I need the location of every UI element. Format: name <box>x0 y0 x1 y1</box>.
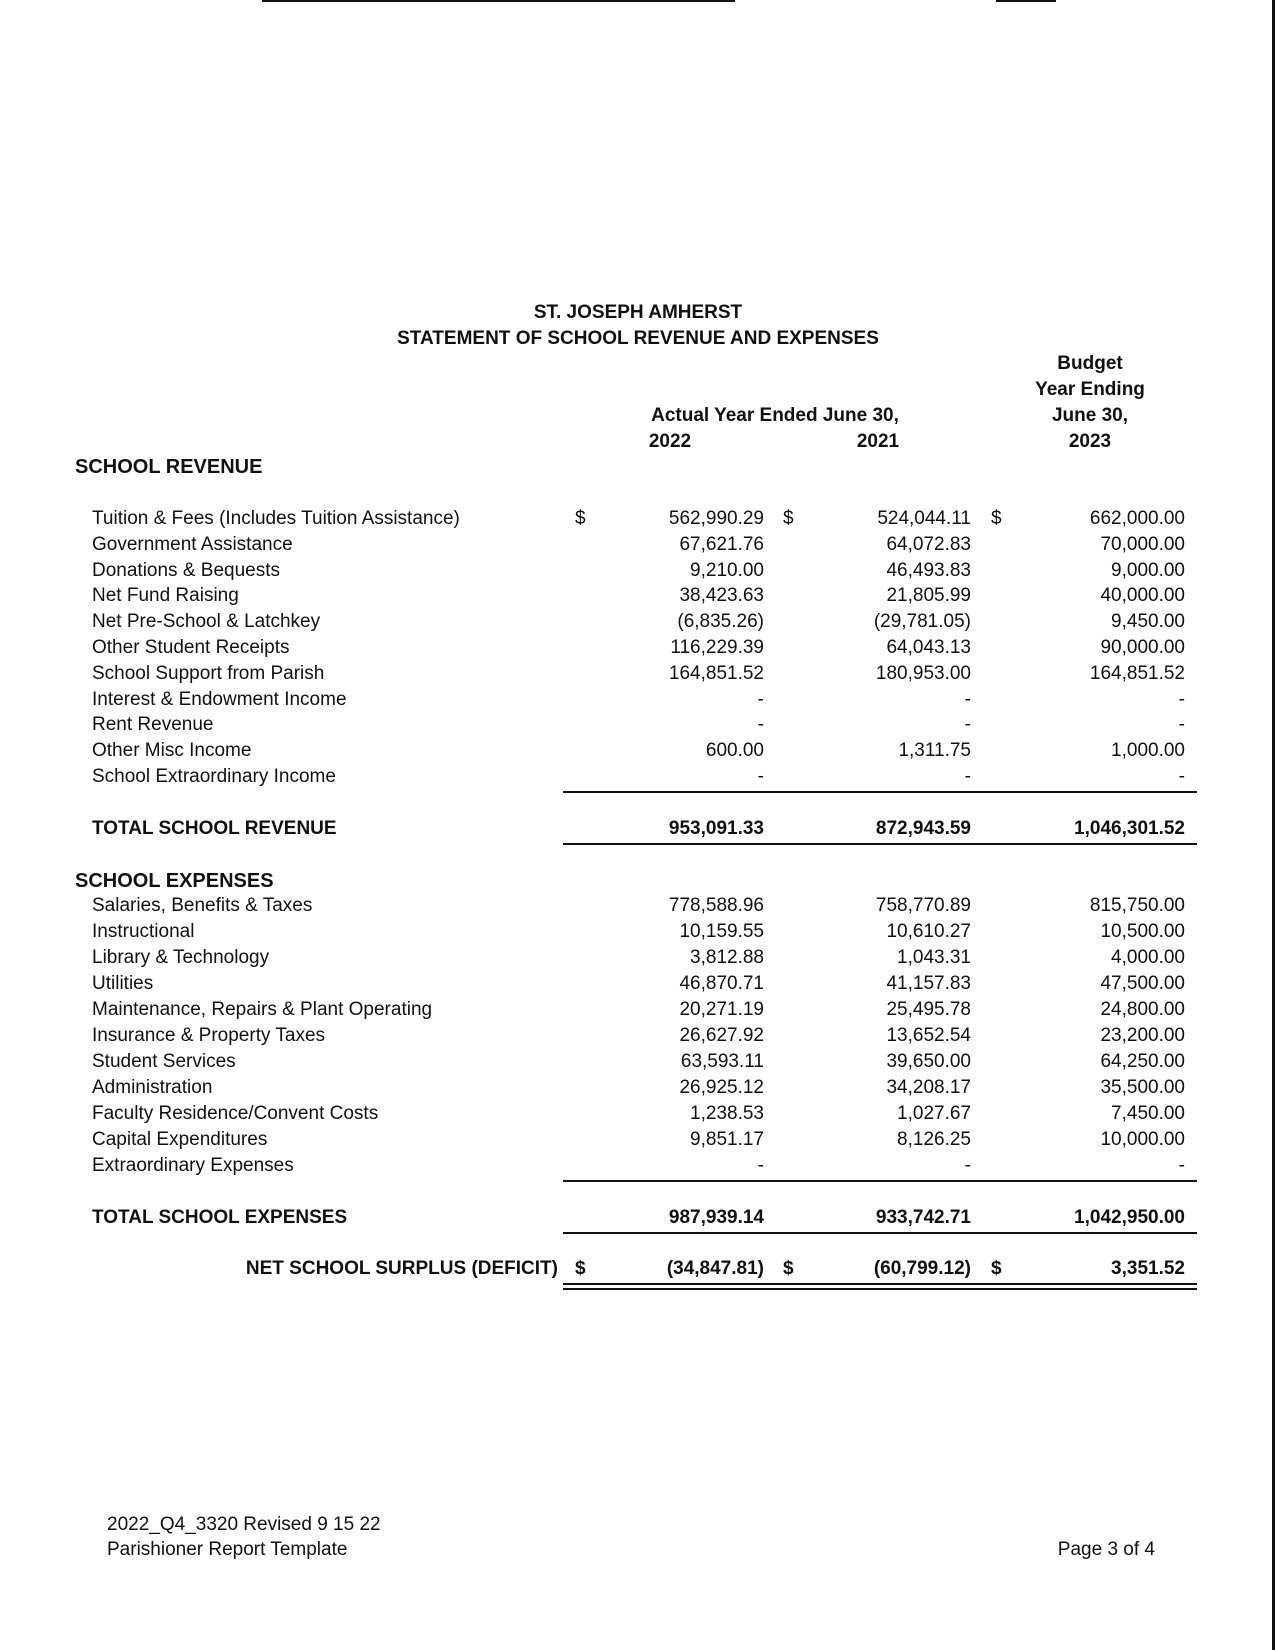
table-row <box>0 766 1276 792</box>
value-2022: 562,990.29 <box>668 508 764 529</box>
table-row <box>0 534 1276 560</box>
value-2022: - <box>757 688 764 710</box>
value-2021: 524,044.11 <box>877 508 971 529</box>
value-2021: - <box>964 766 971 787</box>
dollar-sign-2022: $ <box>575 508 586 529</box>
net-dollar-2021: $ <box>783 1258 794 1279</box>
table-row <box>0 999 1276 1025</box>
budget-header-line3: June 30, <box>1051 405 1129 426</box>
value-2021: 21,805.99 <box>886 585 971 607</box>
row-label: Rent Revenue <box>92 714 214 736</box>
value-2021: 25,495.78 <box>886 999 971 1020</box>
year-2021-header: 2021 <box>856 431 900 452</box>
table-row <box>0 508 1276 534</box>
value-budget: 90,000.00 <box>1100 637 1185 658</box>
net-dollar-budget: $ <box>991 1258 1002 1279</box>
net-surplus-label: NET SCHOOL SURPLUS (DEFICIT) <box>245 1258 558 1279</box>
table-row <box>0 1025 1276 1051</box>
row-label: Faculty Residence/Convent Costs <box>92 1103 379 1124</box>
expense-subtotal-rule <box>563 1180 1197 1182</box>
value-budget: 1,000.00 <box>1111 740 1185 762</box>
value-budget: 23,200.00 <box>1100 1025 1185 1046</box>
value-budget: 9,000.00 <box>1111 559 1185 581</box>
value-budget: 10,000.00 <box>1100 1129 1185 1150</box>
dollar-sign-2021: $ <box>783 508 794 529</box>
table-row <box>0 585 1276 611</box>
value-2022: 600.00 <box>705 740 764 762</box>
value-2022: 67,621.76 <box>679 533 764 555</box>
net-surplus-row <box>0 1258 1276 1284</box>
table-row <box>0 1103 1276 1129</box>
row-label: Net Pre-School & Latchkey <box>92 611 321 633</box>
value-2022: - <box>757 714 764 736</box>
table-row <box>0 637 1276 663</box>
row-label: Other Student Receipts <box>92 637 290 658</box>
total-revenue-budget: 1,046,301.52 <box>1074 818 1185 839</box>
value-2021: - <box>964 688 971 710</box>
value-budget: 10,500.00 <box>1100 921 1185 942</box>
budget-header-line4: 2023 <box>1068 431 1112 452</box>
value-2022: 164,851.52 <box>668 662 764 684</box>
value-budget: 47,500.00 <box>1100 973 1185 994</box>
value-2021: 1,043.31 <box>897 947 971 968</box>
report-title: ST. JOSEPH AMHERST <box>533 302 743 323</box>
revenue-subtotal-rule <box>563 791 1197 793</box>
row-label: School Extraordinary Income <box>92 766 336 787</box>
row-label: School Support from Parish <box>92 662 325 684</box>
value-budget: 40,000.00 <box>1100 585 1185 607</box>
value-2022: 63,593.11 <box>680 1051 764 1072</box>
row-label: Salaries, Benefits & Taxes <box>92 895 313 916</box>
total-revenue-2021: 872,943.59 <box>875 818 971 839</box>
table-row <box>0 1077 1276 1103</box>
total-revenue-2022: 953,091.33 <box>668 818 764 839</box>
row-label: Library & Technology <box>92 947 270 968</box>
value-2022: 10,159.55 <box>679 921 764 942</box>
budget-header-line1: Budget <box>1057 353 1123 374</box>
value-2022: 20,271.19 <box>679 999 764 1020</box>
scan-edge-top-1 <box>262 0 735 2</box>
net-surplus-2021: (60,799.12) <box>873 1258 971 1279</box>
row-label: Government Assistance <box>92 533 293 555</box>
row-label: Utilities <box>92 973 154 994</box>
net-dollar-2022: $ <box>575 1258 586 1279</box>
value-2021: - <box>964 714 971 736</box>
budget-header-line2: Year Ending <box>1035 379 1145 400</box>
table-row <box>0 740 1276 766</box>
value-budget: 24,800.00 <box>1100 999 1185 1020</box>
value-2022: 26,627.92 <box>679 1025 764 1046</box>
expenses-heading: SCHOOL EXPENSES <box>75 870 274 892</box>
scan-edge-top-2 <box>996 0 1056 2</box>
row-label: Instructional <box>92 921 195 942</box>
actual-header: Actual Year Ended June 30, <box>651 405 899 426</box>
value-2022: 9,851.17 <box>690 1129 764 1150</box>
value-2021: 64,072.83 <box>886 533 971 555</box>
row-label: Net Fund Raising <box>92 585 239 607</box>
total-expenses-2022: 987,939.14 <box>668 1207 764 1228</box>
row-label: Donations & Bequests <box>92 559 281 581</box>
total-expenses-row <box>0 1207 1276 1233</box>
table-row <box>0 689 1276 715</box>
value-budget: 7,450.00 <box>1111 1103 1185 1124</box>
total-revenue-row <box>0 818 1276 844</box>
total-expenses-budget: 1,042,950.00 <box>1074 1207 1185 1228</box>
value-2021: 758,770.89 <box>875 895 971 916</box>
revenue-heading: SCHOOL REVENUE <box>75 456 263 478</box>
table-row <box>0 921 1276 947</box>
table-row <box>0 1129 1276 1155</box>
table-row <box>0 611 1276 637</box>
value-2022: 26,925.12 <box>679 1077 764 1098</box>
row-label: Interest & Endowment Income <box>92 688 347 710</box>
table-row <box>0 947 1276 973</box>
total-expenses-2021: 933,742.71 <box>875 1207 971 1228</box>
value-2022: 778,588.96 <box>668 895 764 916</box>
table-row <box>0 1155 1276 1181</box>
value-2021: - <box>964 1155 971 1176</box>
row-label: Administration <box>92 1077 213 1098</box>
total-revenue-label: TOTAL SCHOOL REVENUE <box>92 818 337 839</box>
value-2022: 46,870.71 <box>679 973 764 994</box>
table-row <box>0 895 1276 921</box>
value-budget: - <box>1178 766 1185 787</box>
value-2021: 180,953.00 <box>875 662 971 684</box>
row-label: Insurance & Property Taxes <box>92 1025 326 1046</box>
value-2021: 64,043.13 <box>886 637 971 658</box>
value-2021: 1,027.67 <box>897 1103 971 1124</box>
row-label: Capital Expenditures <box>92 1129 268 1150</box>
table-row <box>0 663 1276 689</box>
value-2022: (6,835.26) <box>677 611 764 633</box>
value-budget: 35,500.00 <box>1100 1077 1185 1098</box>
value-2021: 41,157.83 <box>886 973 971 994</box>
value-budget: 64,250.00 <box>1100 1051 1185 1072</box>
table-row <box>0 1051 1276 1077</box>
value-2021: 13,652.54 <box>886 1025 971 1046</box>
value-2021: 8,126.25 <box>897 1129 971 1150</box>
value-2021: 39,650.00 <box>886 1051 971 1072</box>
value-budget: 164,851.52 <box>1089 662 1185 684</box>
row-label: Other Misc Income <box>92 740 252 762</box>
value-2022: 9,210.00 <box>690 559 764 581</box>
net-surplus-2022: (34,847.81) <box>666 1258 764 1279</box>
row-label: Maintenance, Repairs & Plant Operating <box>92 999 433 1020</box>
value-budget: 70,000.00 <box>1100 533 1185 555</box>
row-label: Tuition & Fees (Includes Tuition Assistance) <box>92 508 460 529</box>
value-2021: 10,610.27 <box>886 921 971 942</box>
value-2022: 3,812.88 <box>690 947 764 968</box>
value-budget: - <box>1178 1155 1185 1176</box>
value-budget: - <box>1178 714 1185 736</box>
dollar-sign-budget: $ <box>991 508 1002 529</box>
value-budget: 4,000.00 <box>1111 947 1185 968</box>
year-2022-header: 2022 <box>648 431 692 452</box>
value-budget: 815,750.00 <box>1089 895 1185 916</box>
report-subtitle: STATEMENT OF SCHOOL REVENUE AND EXPENSES <box>397 328 879 349</box>
table-row <box>0 973 1276 999</box>
page-number: Page 3 of 4 <box>1057 1539 1155 1560</box>
value-2021: 46,493.83 <box>886 559 971 581</box>
table-row <box>0 714 1276 740</box>
net-double-rule <box>563 1283 1197 1290</box>
total-expenses-rule <box>563 1232 1197 1234</box>
value-budget: 662,000.00 <box>1089 508 1185 529</box>
total-expenses-label: TOTAL SCHOOL EXPENSES <box>92 1207 348 1228</box>
net-surplus-budget: 3,351.52 <box>1111 1258 1185 1279</box>
value-2021: (29,781.05) <box>873 611 971 633</box>
row-label: Extraordinary Expenses <box>92 1155 294 1176</box>
value-2022: 38,423.63 <box>679 585 764 607</box>
footer-template: Parishioner Report Template <box>107 1539 348 1560</box>
value-2021: 34,208.17 <box>886 1077 971 1098</box>
value-2022: - <box>757 766 764 787</box>
value-budget: - <box>1178 688 1185 710</box>
table-row <box>0 560 1276 586</box>
value-budget: 9,450.00 <box>1111 611 1185 633</box>
footer-revision: 2022_Q4_3320 Revised 9 15 22 <box>107 1514 381 1535</box>
value-2022: 116,229.39 <box>670 637 764 658</box>
value-2021: 1,311.75 <box>898 740 971 762</box>
value-2022: - <box>757 1155 764 1176</box>
value-2022: 1,238.53 <box>690 1103 764 1124</box>
row-label: Student Services <box>92 1051 236 1072</box>
total-revenue-rule <box>563 843 1197 845</box>
